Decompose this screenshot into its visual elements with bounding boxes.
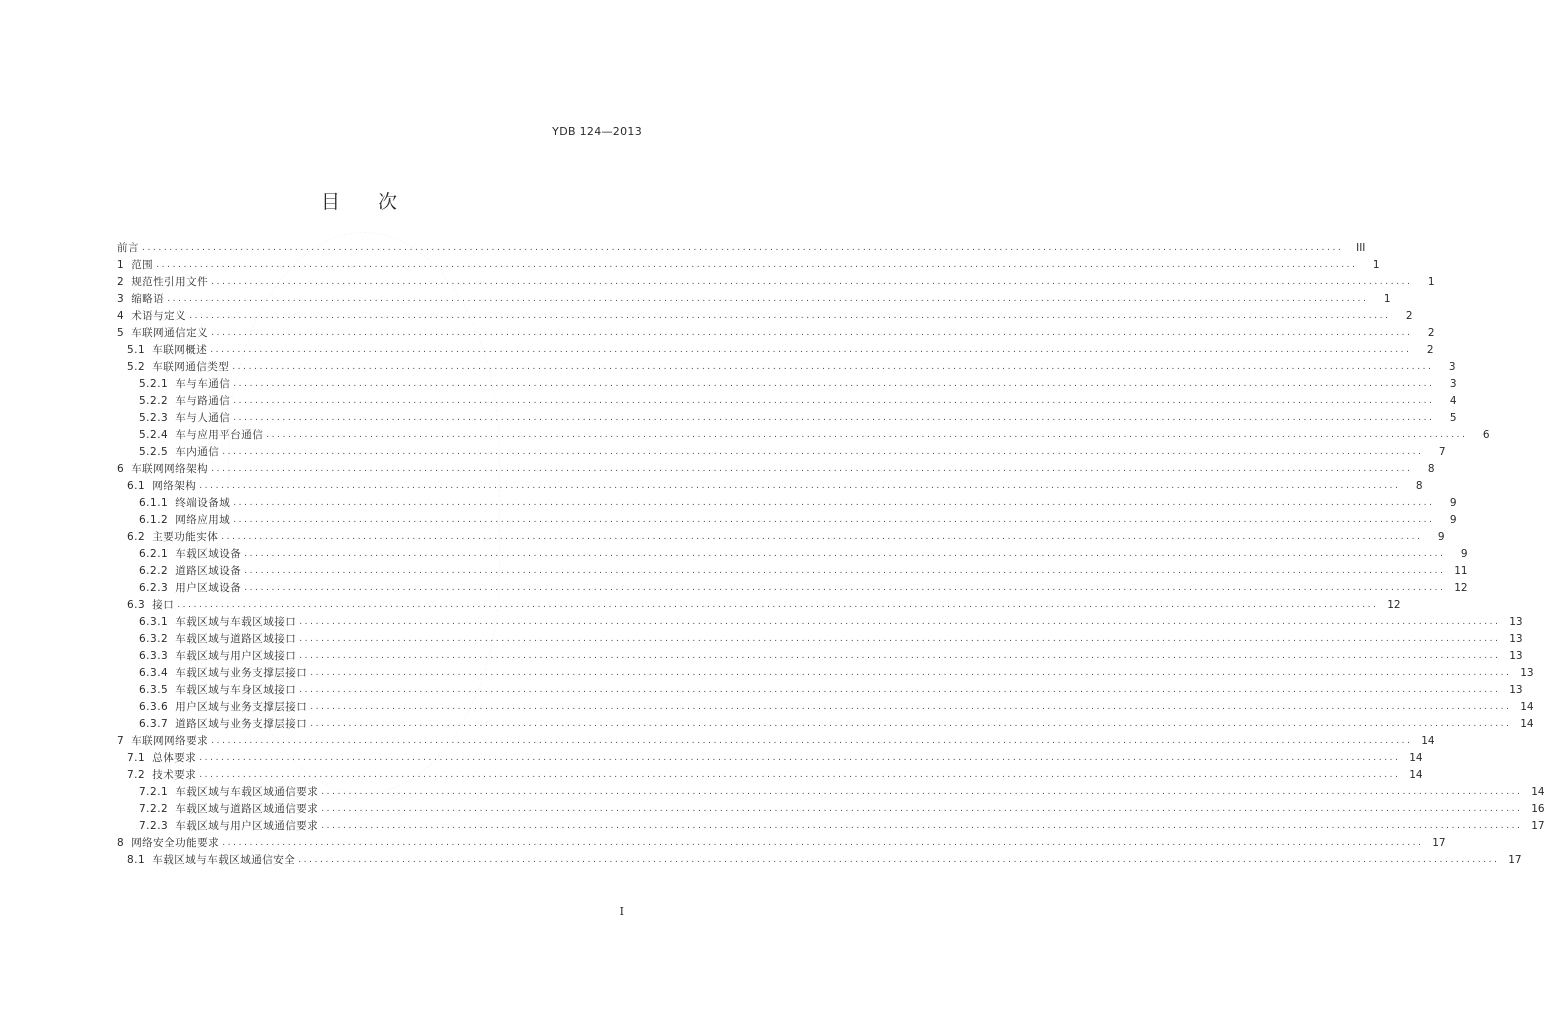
toc-leader-dots: ............................................................................................................................................................................................................................ bbox=[211, 277, 1413, 287]
toc-leader-dots: ............................................................................................................................................................................................................................ bbox=[233, 379, 1435, 389]
toc-entry-page: 9 bbox=[1449, 497, 1457, 509]
toc-leader-dots: ............................................................................................................................................................................................................................ bbox=[299, 617, 1501, 627]
toc-entry-number: 7.2.1 bbox=[139, 786, 169, 798]
toc-entry-title: 车载区域与车载区域接口 bbox=[175, 616, 297, 628]
toc-entry-number: 8.1 bbox=[127, 854, 146, 866]
toc-entry-title: 网络安全功能要求 bbox=[131, 837, 220, 849]
toc-entry bbox=[117, 648, 1523, 665]
toc-entry-page: 4 bbox=[1449, 395, 1457, 407]
page-title: 目 次 bbox=[320, 191, 400, 213]
toc-entry-number: 6.3 bbox=[127, 599, 146, 611]
toc-entry bbox=[117, 512, 1457, 529]
toc-entry-page: 14 bbox=[1409, 769, 1423, 781]
toc-entry-title: 前言 bbox=[117, 242, 139, 254]
toc-entry-page: 2 bbox=[1427, 327, 1435, 339]
toc-entry bbox=[117, 750, 1423, 767]
toc-leader-dots: ............................................................................................................................................................................................................................ bbox=[167, 294, 1369, 304]
toc-entry-page: 9 bbox=[1437, 531, 1445, 543]
toc-entry-title: 车与车通信 bbox=[175, 378, 231, 390]
toc-entry-number: 7.1 bbox=[127, 752, 146, 764]
toc-entry-number: 6.3.2 bbox=[139, 633, 169, 645]
toc-entry-number: 7 bbox=[117, 735, 125, 747]
toc-entry-page: 12 bbox=[1454, 582, 1468, 594]
toc-entry bbox=[117, 563, 1468, 580]
toc-entry bbox=[117, 631, 1523, 648]
toc-leader-dots: ............................................................................................................................................................................................................................ bbox=[298, 855, 1500, 865]
toc-entry bbox=[117, 614, 1523, 631]
toc-entry-number: 6.2.1 bbox=[139, 548, 169, 560]
toc-leader-dots: ............................................................................................................................................................................................................................ bbox=[156, 260, 1358, 270]
toc-entry-number: 6 bbox=[117, 463, 125, 475]
toc-entry-title: 主要功能实体 bbox=[152, 531, 219, 543]
toc-entry bbox=[117, 784, 1545, 801]
toc-entry-number: 6.3.1 bbox=[139, 616, 169, 628]
toc-entry-title: 车载区域与用户区域通信要求 bbox=[175, 820, 319, 832]
toc-entry bbox=[117, 818, 1545, 835]
toc-leader-dots: ............................................................................................................................................................................................................................ bbox=[233, 515, 1435, 525]
toc-entry-page: 14 bbox=[1409, 752, 1423, 764]
toc-entry-title: 总体要求 bbox=[152, 752, 197, 764]
toc-entry-number: 5 bbox=[117, 327, 125, 339]
toc-entry-number: 5.1 bbox=[127, 344, 146, 356]
toc-entry-number: 6.3.4 bbox=[139, 667, 169, 679]
toc-entry-title: 车联网通信定义 bbox=[131, 327, 209, 339]
toc-leader-dots: ............................................................................................................................................................................................................................ bbox=[177, 600, 1379, 610]
toc-leader-dots: ............................................................................................................................................................................................................................ bbox=[233, 498, 1435, 508]
toc-leader-dots: ............................................................................................................................................................................................................................ bbox=[310, 668, 1512, 678]
toc-leader-dots: ............................................................................................................................................................................................................................ bbox=[321, 821, 1523, 831]
toc-leader-dots: ............................................................................................................................................................................................................................ bbox=[310, 719, 1512, 729]
toc-leader-dots: ............................................................................................................................................................................................................................ bbox=[199, 770, 1401, 780]
toc-entry-number: 8 bbox=[117, 837, 125, 849]
toc-entry-page: 1 bbox=[1383, 293, 1391, 305]
toc-entry bbox=[117, 580, 1468, 597]
toc-leader-dots: ............................................................................................................................................................................................................................ bbox=[233, 413, 1435, 423]
toc-leader-dots: ............................................................................................................................................................................................................................ bbox=[244, 583, 1446, 593]
toc-leader-dots: ............................................................................................................................................................................................................................ bbox=[232, 362, 1434, 372]
toc-leader-dots: ............................................................................................................................................................................................................................ bbox=[299, 634, 1501, 644]
toc-entry-title: 接口 bbox=[152, 599, 175, 611]
toc-entry bbox=[117, 274, 1435, 291]
toc-entry-number: 3 bbox=[117, 293, 125, 305]
toc-entry-number: 6.3.5 bbox=[139, 684, 169, 696]
toc-leader-dots: ............................................................................................................................................................................................................................ bbox=[310, 702, 1512, 712]
toc-entry-page: 5 bbox=[1449, 412, 1457, 424]
toc-entry-page: III bbox=[1356, 242, 1366, 254]
toc-entry bbox=[117, 240, 1366, 257]
toc-entry-title: 车联网通信类型 bbox=[152, 361, 230, 373]
toc-entry bbox=[117, 325, 1435, 342]
toc-entry-title: 规范性引用文件 bbox=[131, 276, 209, 288]
toc-entry bbox=[117, 597, 1401, 614]
toc-entry bbox=[117, 852, 1522, 869]
toc-entry-title: 车载区域与道路区域通信要求 bbox=[175, 803, 319, 815]
toc-entry-page: 13 bbox=[1509, 616, 1523, 628]
toc-entry bbox=[117, 376, 1457, 393]
toc-entry-title: 范围 bbox=[131, 259, 154, 271]
toc-entry-page: 13 bbox=[1509, 684, 1523, 696]
toc-leader-dots: ............................................................................................................................................................................................................................ bbox=[299, 685, 1501, 695]
toc-entry-title: 车内通信 bbox=[175, 446, 220, 458]
toc-entry-title: 道路区域设备 bbox=[175, 565, 242, 577]
toc-entry-title: 网络应用域 bbox=[175, 514, 231, 526]
toc-leader-dots: ............................................................................................................................................................................................................................ bbox=[244, 549, 1446, 559]
toc-leader-dots: ............................................................................................................................................................................................................................ bbox=[266, 430, 1468, 440]
toc-entry bbox=[117, 682, 1523, 699]
toc-entry-number: 6.2 bbox=[127, 531, 146, 543]
toc-entry bbox=[117, 546, 1468, 563]
toc-leader-dots: ............................................................................................................................................................................................................................ bbox=[199, 753, 1401, 763]
toc-entry-number: 6.2.2 bbox=[139, 565, 169, 577]
toc-entry-page: 1 bbox=[1372, 259, 1380, 271]
toc-entry bbox=[117, 308, 1413, 325]
toc-entry-number: 6.2.3 bbox=[139, 582, 169, 594]
toc-entry-number: 6.3.3 bbox=[139, 650, 169, 662]
toc-entry bbox=[117, 716, 1534, 733]
toc-entry-title: 车联网网络架构 bbox=[131, 463, 209, 475]
toc-entry-title: 用户区域设备 bbox=[175, 582, 242, 594]
toc-entry-page: 14 bbox=[1531, 786, 1545, 798]
toc-entry-title: 车与人通信 bbox=[175, 412, 231, 424]
toc-entry-page: 13 bbox=[1520, 667, 1534, 679]
toc-leader-dots: ............................................................................................................................................................................................................................ bbox=[221, 532, 1423, 542]
toc-leader-dots: ............................................................................................................................................................................................................................ bbox=[211, 736, 1413, 746]
toc-entry-number: 5.2 bbox=[127, 361, 146, 373]
toc-entry-title: 车载区域与道路区域接口 bbox=[175, 633, 297, 645]
toc-entry-number: 5.2.2 bbox=[139, 395, 169, 407]
toc-entry-number: 7.2.2 bbox=[139, 803, 169, 815]
toc-leader-dots: ............................................................................................................................................................................................................................ bbox=[211, 328, 1413, 338]
toc-entry-page: 17 bbox=[1432, 837, 1446, 849]
toc-entry-number: 1 bbox=[117, 259, 125, 271]
toc-entry-number: 6.1 bbox=[127, 480, 146, 492]
toc-entry-number: 6.3.6 bbox=[139, 701, 169, 713]
toc-leader-dots: ............................................................................................................................................................................................................................ bbox=[199, 481, 1401, 491]
toc-leader-dots: ............................................................................................................................................................................................................................ bbox=[189, 311, 1391, 321]
toc-entry-title: 车载区域与用户区域接口 bbox=[175, 650, 297, 662]
toc-entry-title: 用户区域与业务支撑层接口 bbox=[175, 701, 308, 713]
toc-entry-page: 13 bbox=[1509, 633, 1523, 645]
toc-entry bbox=[117, 665, 1534, 682]
toc-entry-page: 17 bbox=[1508, 854, 1522, 866]
toc-entry-number: 6.3.7 bbox=[139, 718, 169, 730]
toc-entry-title: 道路区域与业务支撑层接口 bbox=[175, 718, 308, 730]
toc-entry bbox=[117, 478, 1423, 495]
toc-entry-title: 车载区域与车载区域通信安全 bbox=[152, 854, 296, 866]
toc-entry-title: 车与应用平台通信 bbox=[175, 429, 264, 441]
toc-entry-page: 3 bbox=[1449, 378, 1457, 390]
toc-leader-dots: ............................................................................................................................................................................................................................ bbox=[233, 396, 1435, 406]
toc-entry bbox=[117, 529, 1445, 546]
toc-entry-page: 12 bbox=[1387, 599, 1401, 611]
toc-leader-dots: ............................................................................................................................................................................................................................ bbox=[222, 838, 1424, 848]
toc-leader-dots: ............................................................................................................................................................................................................................ bbox=[211, 464, 1413, 474]
standard-number: YDB 124—2013 bbox=[552, 125, 642, 138]
toc-entry-number: 7.2.3 bbox=[139, 820, 169, 832]
toc-entry-number: 7.2 bbox=[127, 769, 146, 781]
toc-entry bbox=[117, 393, 1457, 410]
toc-entry-number: 4 bbox=[117, 310, 125, 322]
toc-entry-title: 网络架构 bbox=[152, 480, 197, 492]
toc-entry-page: 3 bbox=[1448, 361, 1456, 373]
toc-entry-page: 6 bbox=[1482, 429, 1490, 441]
toc-entry-page: 2 bbox=[1426, 344, 1434, 356]
toc-entry-title: 车载区域与业务支撑层接口 bbox=[175, 667, 308, 679]
toc-entry-number: 6.1.1 bbox=[139, 497, 169, 509]
toc-entry bbox=[117, 342, 1434, 359]
toc-entry-page: 14 bbox=[1421, 735, 1435, 747]
page-number: I bbox=[619, 905, 624, 918]
toc-entry-title: 术语与定义 bbox=[131, 310, 187, 322]
toc-entry-page: 8 bbox=[1427, 463, 1435, 475]
toc-entry-title: 缩略语 bbox=[131, 293, 165, 305]
toc-leader-dots: ............................................................................................................................................................................................................................ bbox=[321, 804, 1523, 814]
toc-entry bbox=[117, 427, 1490, 444]
toc-leader-dots: ............................................................................................................................................................................................................................ bbox=[321, 787, 1523, 797]
table-of-contents bbox=[117, 240, 1545, 869]
toc-entry bbox=[117, 699, 1534, 716]
toc-entry-page: 9 bbox=[1449, 514, 1457, 526]
toc-entry bbox=[117, 767, 1423, 784]
toc-entry-page: 14 bbox=[1520, 701, 1534, 713]
toc-entry-number: 5.2.4 bbox=[139, 429, 169, 441]
toc-entry-number: 5.2.1 bbox=[139, 378, 169, 390]
toc-entry-title: 车联网网络要求 bbox=[131, 735, 209, 747]
toc-entry bbox=[117, 359, 1456, 376]
toc-leader-dots: ............................................................................................................................................................................................................................ bbox=[222, 447, 1424, 457]
toc-entry bbox=[117, 291, 1391, 308]
toc-entry bbox=[117, 461, 1435, 478]
toc-leader-dots: ............................................................................................................................................................................................................................ bbox=[142, 243, 1344, 253]
toc-entry-page: 1 bbox=[1427, 276, 1435, 288]
toc-entry bbox=[117, 733, 1435, 750]
toc-entry-title: 终端设备域 bbox=[175, 497, 231, 509]
toc-leader-dots: ............................................................................................................................................................................................................................ bbox=[244, 566, 1446, 576]
toc-entry-page: 2 bbox=[1405, 310, 1413, 322]
toc-entry-page: 8 bbox=[1415, 480, 1423, 492]
toc-entry-page: 9 bbox=[1460, 548, 1468, 560]
toc-leader-dots: ............................................................................................................................................................................................................................ bbox=[299, 651, 1501, 661]
toc-entry-page: 14 bbox=[1520, 718, 1534, 730]
toc-entry-page: 17 bbox=[1531, 820, 1545, 832]
toc-entry bbox=[117, 835, 1446, 852]
toc-entry-page: 13 bbox=[1509, 650, 1523, 662]
toc-entry-page: 7 bbox=[1438, 446, 1446, 458]
toc-entry-title: 技术要求 bbox=[152, 769, 197, 781]
toc-entry-number: 5.2.3 bbox=[139, 412, 169, 424]
toc-entry bbox=[117, 410, 1457, 427]
toc-entry-number: 2 bbox=[117, 276, 125, 288]
toc-entry-number: 5.2.5 bbox=[139, 446, 169, 458]
toc-entry bbox=[117, 495, 1457, 512]
toc-entry-title: 车载区域与车身区域接口 bbox=[175, 684, 297, 696]
toc-entry-page: 16 bbox=[1531, 803, 1545, 815]
toc-entry-title: 车与路通信 bbox=[175, 395, 231, 407]
toc-entry-number: 6.1.2 bbox=[139, 514, 169, 526]
toc-entry-page: 11 bbox=[1454, 565, 1468, 577]
toc-entry bbox=[117, 444, 1446, 461]
toc-leader-dots: ............................................................................................................................................................................................................................ bbox=[210, 345, 1412, 355]
toc-entry bbox=[117, 257, 1380, 274]
toc-entry-title: 车载区域设备 bbox=[175, 548, 242, 560]
toc-entry-title: 车载区域与车载区域通信要求 bbox=[175, 786, 319, 798]
toc-entry-title: 车联网概述 bbox=[152, 344, 208, 356]
toc-entry bbox=[117, 801, 1545, 818]
